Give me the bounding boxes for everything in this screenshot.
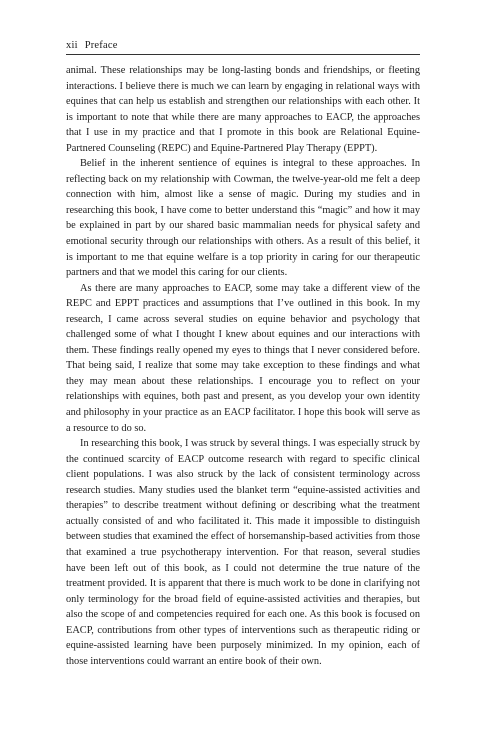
book-page bbox=[66, 40, 420, 669]
section-title: Preface bbox=[84, 40, 118, 51]
paragraph: As there are many approaches to EACP, some may take a different view of the REPC and EPPT practices and assumptions that I’ve outlined in this book. In my research, I came across several studies on equine behavior and psychology that challenged some of what I thought I knew about equines and our interactions with them. These findings really opened my eyes to things that I never considered before. That being said, I realize that some may take exception to these findings and what they may mean about these relationships. I encourage you to reflect on your relationships with equines, both past and present, as you develop your own identity and philosophy in your practice as an EACP facilitator. I hope this book will serve as a resource to do so. bbox=[66, 282, 420, 434]
paragraph: Belief in the inherent sentience of equines is integral to these approaches. In reflecting back on my relationship with Cowman, the twelve-year-old me felt a deep connection with him, almost like a sense of magic. During my studies and in researching this book, I have come to better understand this “magic” and how it may be explained in part by our shared basic mammalian needs for physical safety and emotional security through our relationships with others. As a result of this belief, it is important to me that equine welfare is a top priority in caring for our therapeutic partners and that we model this caring for our clients. bbox=[66, 158, 420, 279]
body-text bbox=[66, 63, 420, 669]
paragraph: In researching this book, I was struck by several things. I was especially struck by the continued scarcity of EACP outcome research with regard to specific clinical client populations. I was also struck by the lack of consistent terminology across research studies. Many studies used the blanket term “equine-assisted activities and therapies” to describe treatment without defining or describing what the treatment actually consisted of and who facilitated it. This made it impossible to distinguish between studies that examined the effect of horsemanship-based activities from those that examined a true psychotherapy intervention. For that reason, several studies have been left out of this book, as I could not determine the true nature of the treatment provided. It is apparent that there is much work to be done in clarifying not only terminology for the broad field of equine-assisted activities and therapies, but also the scope of and competencies required for each one. As this book is focused on EACP, contributions from other types of interventions such as therapeutic riding or equine-assisted learning have been purposely minimized. In my opinion, each of those interventions could warrant an entire book of their own. bbox=[66, 438, 420, 667]
paragraph-continued: animal. These relationships may be long-lasting bonds and friendships, or fleeting interactions. I believe there is much we can learn by engaging in relational ways with equines that can help us establish and strengthen our relationships with each other. It is important to note that while there are many approaches to EACP, the approaches that I use in my practice and that I promote in this book are Relational Equine-Partnered Counseling (REPC) and Equine-Partnered Play Therapy (EPPT). bbox=[66, 65, 420, 154]
running-head bbox=[66, 40, 420, 55]
page-number: xii bbox=[66, 40, 78, 51]
